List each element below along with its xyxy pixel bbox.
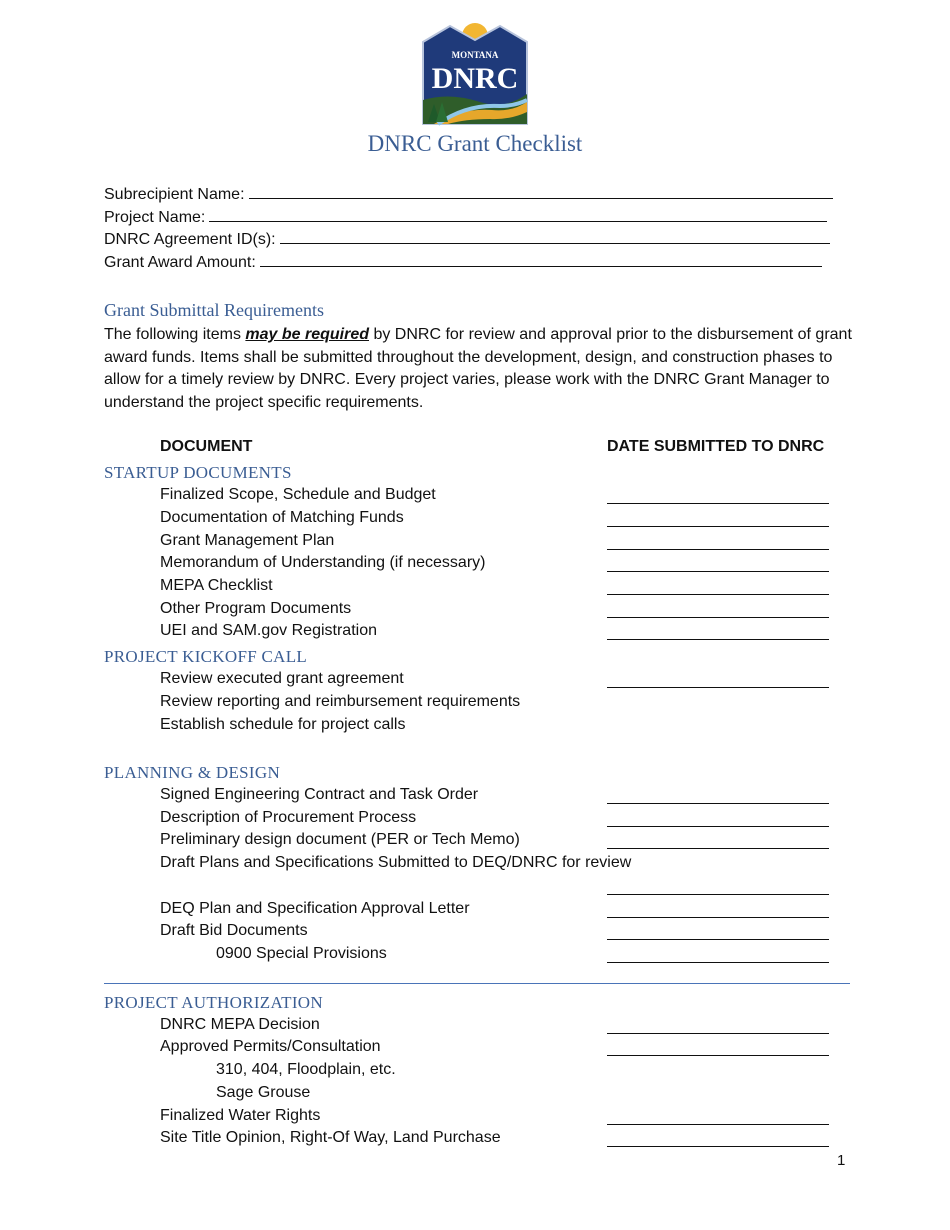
montana-dnrc-logo xyxy=(420,22,530,130)
checklist-item: Grant Management Plan xyxy=(160,532,335,549)
emphasis-text: may be required xyxy=(245,326,369,343)
field-label: DNRC Agreement ID(s): xyxy=(104,231,276,248)
date-blank[interactable] xyxy=(607,639,829,640)
date-blank[interactable] xyxy=(607,571,829,572)
date-blank[interactable] xyxy=(607,549,829,550)
date-blank[interactable] xyxy=(607,1124,829,1125)
checklist-item: Site Title Opinion, Right-Of Way, Land Purchase xyxy=(160,1129,501,1146)
checklist-item: MEPA Checklist xyxy=(160,577,273,594)
checklist-item: Description of Procurement Process xyxy=(160,809,417,826)
checklist-item: Documentation of Matching Funds xyxy=(160,509,404,526)
category-startup: STARTUP DOCUMENTS xyxy=(104,463,292,482)
date-blank[interactable] xyxy=(607,503,829,504)
logo-agency-text: DNRC xyxy=(431,62,519,95)
section-divider xyxy=(104,983,850,984)
checklist-item: Memorandum of Understanding (if necessary) xyxy=(160,554,486,571)
date-blank[interactable] xyxy=(607,617,829,618)
logo-state-text: MONTANA xyxy=(451,50,499,60)
date-blank[interactable] xyxy=(607,526,829,527)
date-blank[interactable] xyxy=(607,826,829,827)
field-label: Subrecipient Name: xyxy=(104,186,245,203)
field-label: Grant Award Amount: xyxy=(104,254,256,271)
field-blank[interactable] xyxy=(260,251,822,267)
checklist-item: Preliminary design document (PER or Tech Memo) xyxy=(160,831,520,848)
field-blank[interactable] xyxy=(209,206,827,222)
page-number: 1 xyxy=(837,1152,846,1169)
checklist-item: Other Program Documents xyxy=(160,600,352,617)
date-blank[interactable] xyxy=(607,917,829,918)
date-blank[interactable] xyxy=(607,594,829,595)
date-blank[interactable] xyxy=(607,962,829,963)
checklist-subitem: 0900 Special Provisions xyxy=(216,945,387,962)
checklist-item: Finalized Water Rights xyxy=(160,1107,321,1124)
date-blank[interactable] xyxy=(607,939,829,940)
date-blank[interactable] xyxy=(607,1033,829,1034)
category-authorization: PROJECT AUTHORIZATION xyxy=(104,993,323,1012)
checklist-item: Approved Permits/Consultation xyxy=(160,1038,381,1055)
field-grant-award-amount[interactable] xyxy=(104,251,822,273)
field-blank[interactable] xyxy=(280,228,830,244)
date-blank[interactable] xyxy=(607,687,829,688)
checklist-item: Review reporting and reimbursement requirements xyxy=(160,693,521,710)
checklist-subitem: Sage Grouse xyxy=(216,1084,311,1101)
checklist-item: Establish schedule for project calls xyxy=(160,716,406,733)
field-blank[interactable] xyxy=(249,183,833,199)
field-subrecipient-name[interactable] xyxy=(104,183,833,205)
category-kickoff: PROJECT KICKOFF CALL xyxy=(104,647,308,666)
date-blank[interactable] xyxy=(607,1146,829,1147)
checklist-item: DEQ Plan and Specification Approval Letter xyxy=(160,900,470,917)
date-blank[interactable] xyxy=(607,894,829,895)
date-blank[interactable] xyxy=(607,803,829,804)
checklist-item: Review executed grant agreement xyxy=(160,670,404,687)
requirements-paragraph: The following items may be required by DNRC for review and approval prior to the disbursement of grant award funds. Items shall be submitted throughout the development, design, and construction phases to allow for a timely review by DNRC. Every project varies, please work with the DNRC Grant Manager to understand the project specific requirements. xyxy=(104,326,852,411)
checklist-item: Draft Plans and Specifications Submitted to DEQ/DNRC for review xyxy=(160,854,632,871)
category-planning: PLANNING & DESIGN xyxy=(104,763,281,782)
date-blank[interactable] xyxy=(607,1055,829,1056)
column-header-date: DATE SUBMITTED TO DNRC xyxy=(607,438,825,455)
checklist-item: Draft Bid Documents xyxy=(160,922,308,939)
document-title: DNRC Grant Checklist xyxy=(367,131,583,156)
checklist-item: UEI and SAM.gov Registration xyxy=(160,622,377,639)
checklist-item: DNRC MEPA Decision xyxy=(160,1016,320,1033)
date-blank[interactable] xyxy=(607,848,829,849)
field-agreement-id[interactable] xyxy=(104,228,830,250)
field-label: Project Name: xyxy=(104,209,206,226)
column-header-document: DOCUMENT xyxy=(160,438,253,455)
requirements-heading: Grant Submittal Requirements xyxy=(104,300,324,320)
field-project-name[interactable] xyxy=(104,206,827,228)
checklist-subitem: 310, 404, Floodplain, etc. xyxy=(216,1061,396,1078)
checklist-item: Finalized Scope, Schedule and Budget xyxy=(160,486,436,503)
checklist-item: Signed Engineering Contract and Task Order xyxy=(160,786,479,803)
